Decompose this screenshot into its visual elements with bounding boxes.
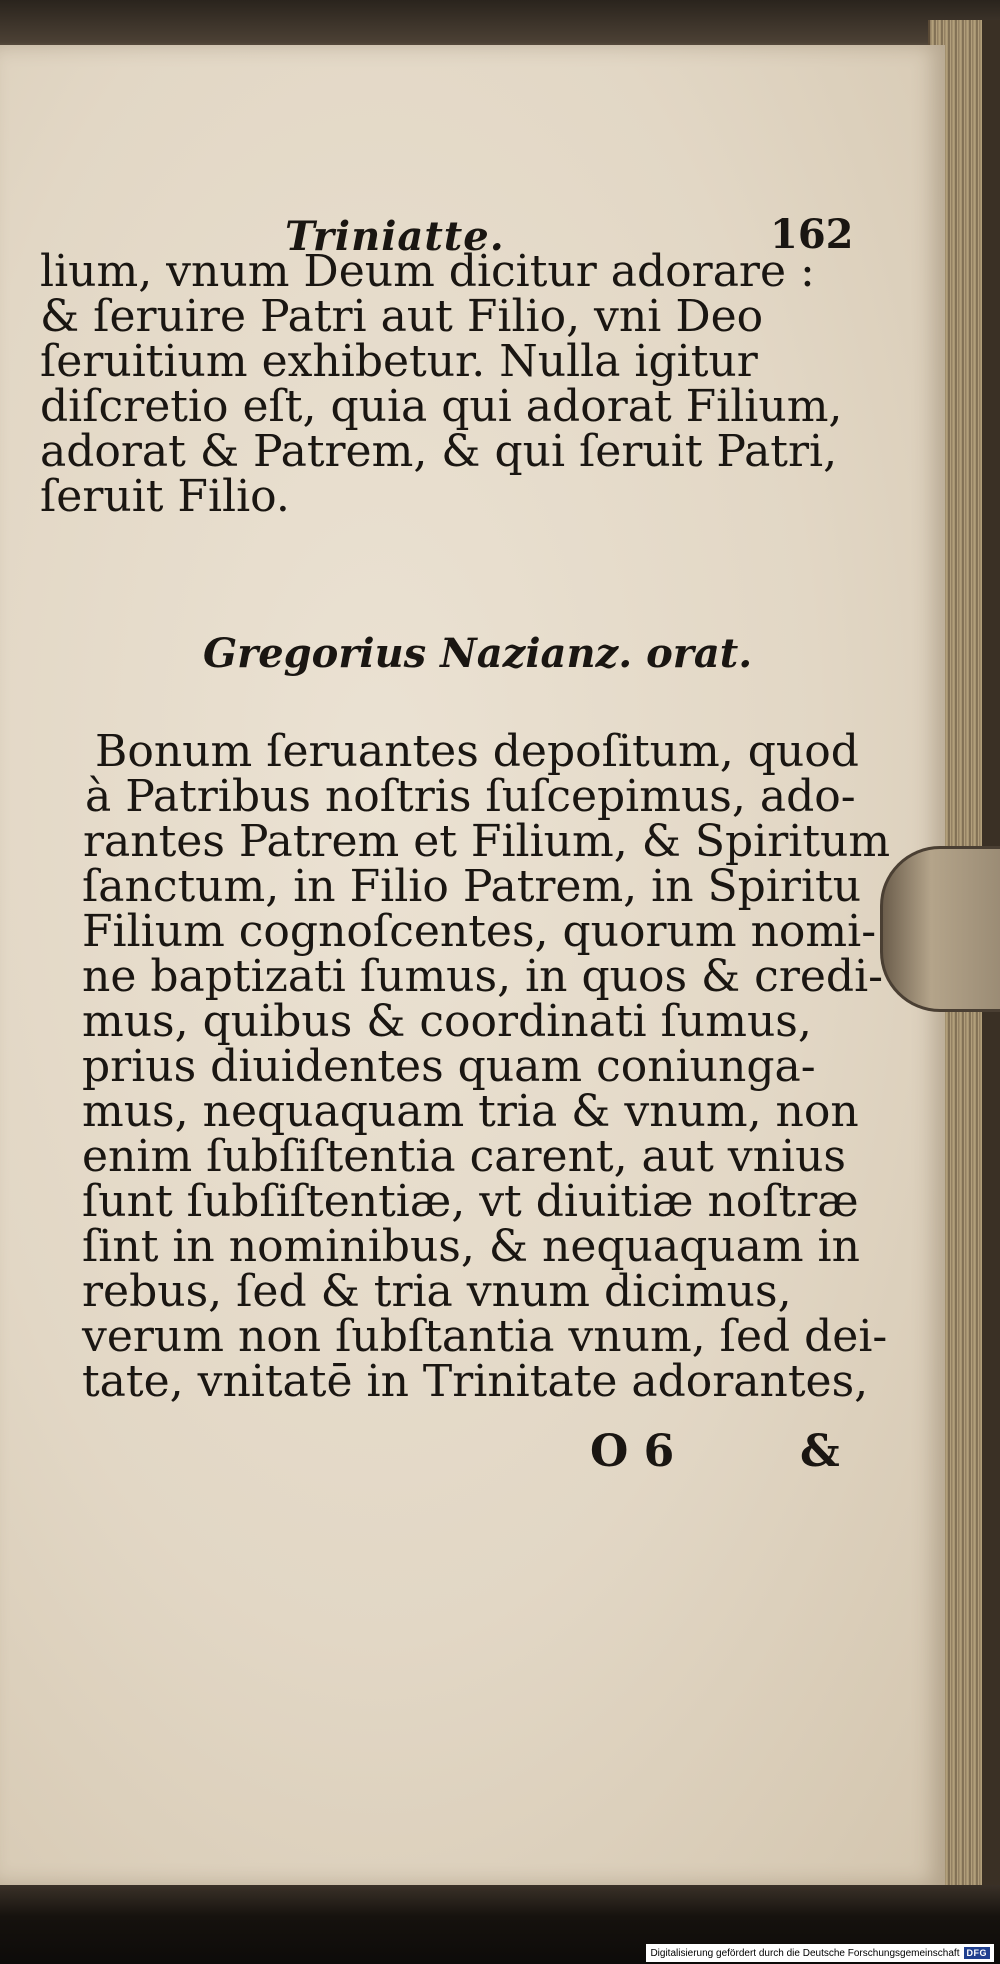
paper-page	[0, 45, 945, 1885]
text-line: enim ſubſiſtentia carent, aut vnius	[82, 1131, 846, 1182]
text-line: ſeruitium exhibetur. Nulla igitur	[40, 336, 758, 387]
text-line: & ſeruire Patri aut Filio, vni Deo	[40, 291, 764, 342]
text-line: mus, nequaquam tria & vnum, non	[82, 1086, 859, 1137]
bottom-book-edge	[0, 1885, 1000, 1964]
text-line: lium, vnum Deum dicitur adorare :	[40, 246, 815, 297]
text-line: ſunt ſubſiſtentiæ, vt diuitiæ noſtræ	[82, 1176, 859, 1227]
text-line: ne baptizati ſumus, in quos & credi-	[82, 951, 884, 1002]
text-line: verum non ſubſtantia vnum, ſed dei-	[82, 1311, 888, 1362]
text-line: ſint in nominibus, & nequaquam in	[82, 1221, 860, 1272]
running-title: Triniatte.	[285, 213, 505, 260]
bookmark-tab	[880, 846, 1000, 1012]
text-line: Filium cognoſcentes, quorum nomi-	[82, 906, 877, 957]
dfg-logo: DFG	[964, 1947, 991, 1959]
signature-mark: O 6	[590, 1426, 675, 1477]
text-line: Bonum ſeruantes depoſitum, quod	[95, 726, 859, 777]
digitization-credit	[646, 1944, 994, 1962]
credit-text: Digitalisierung gefördert durch die Deutsche Forschungsgemeinschaft	[650, 1947, 960, 1959]
text-line: rebus, ſed & tria vnum dicimus,	[82, 1266, 792, 1317]
text-line: ſeruit Filio.	[40, 471, 290, 522]
text-line: mus, quibus & coordinati ſumus,	[82, 996, 812, 1047]
catchword: &	[800, 1426, 840, 1477]
text-line: prius diuidentes quam coniunga-	[82, 1041, 816, 1092]
text-line: à Patribus noſtris ſuſcepimus, ado-	[85, 771, 856, 822]
text-line: rantes Patrem et Filium, & Spiritum	[83, 816, 891, 867]
page-number: 162	[770, 211, 854, 258]
section-heading: Gregorius Nazianz. orat.	[203, 630, 753, 677]
text-line: adorat & Patrem, & qui ſeruit Patri,	[40, 426, 838, 477]
text-line: ſanctum, in Filio Patrem, in Spiritu	[82, 861, 862, 912]
text-line: tate, vnitatē in Trinitate adorantes,	[82, 1356, 869, 1407]
text-line: diſcretio eſt, quia qui adorat Filium,	[40, 381, 843, 432]
